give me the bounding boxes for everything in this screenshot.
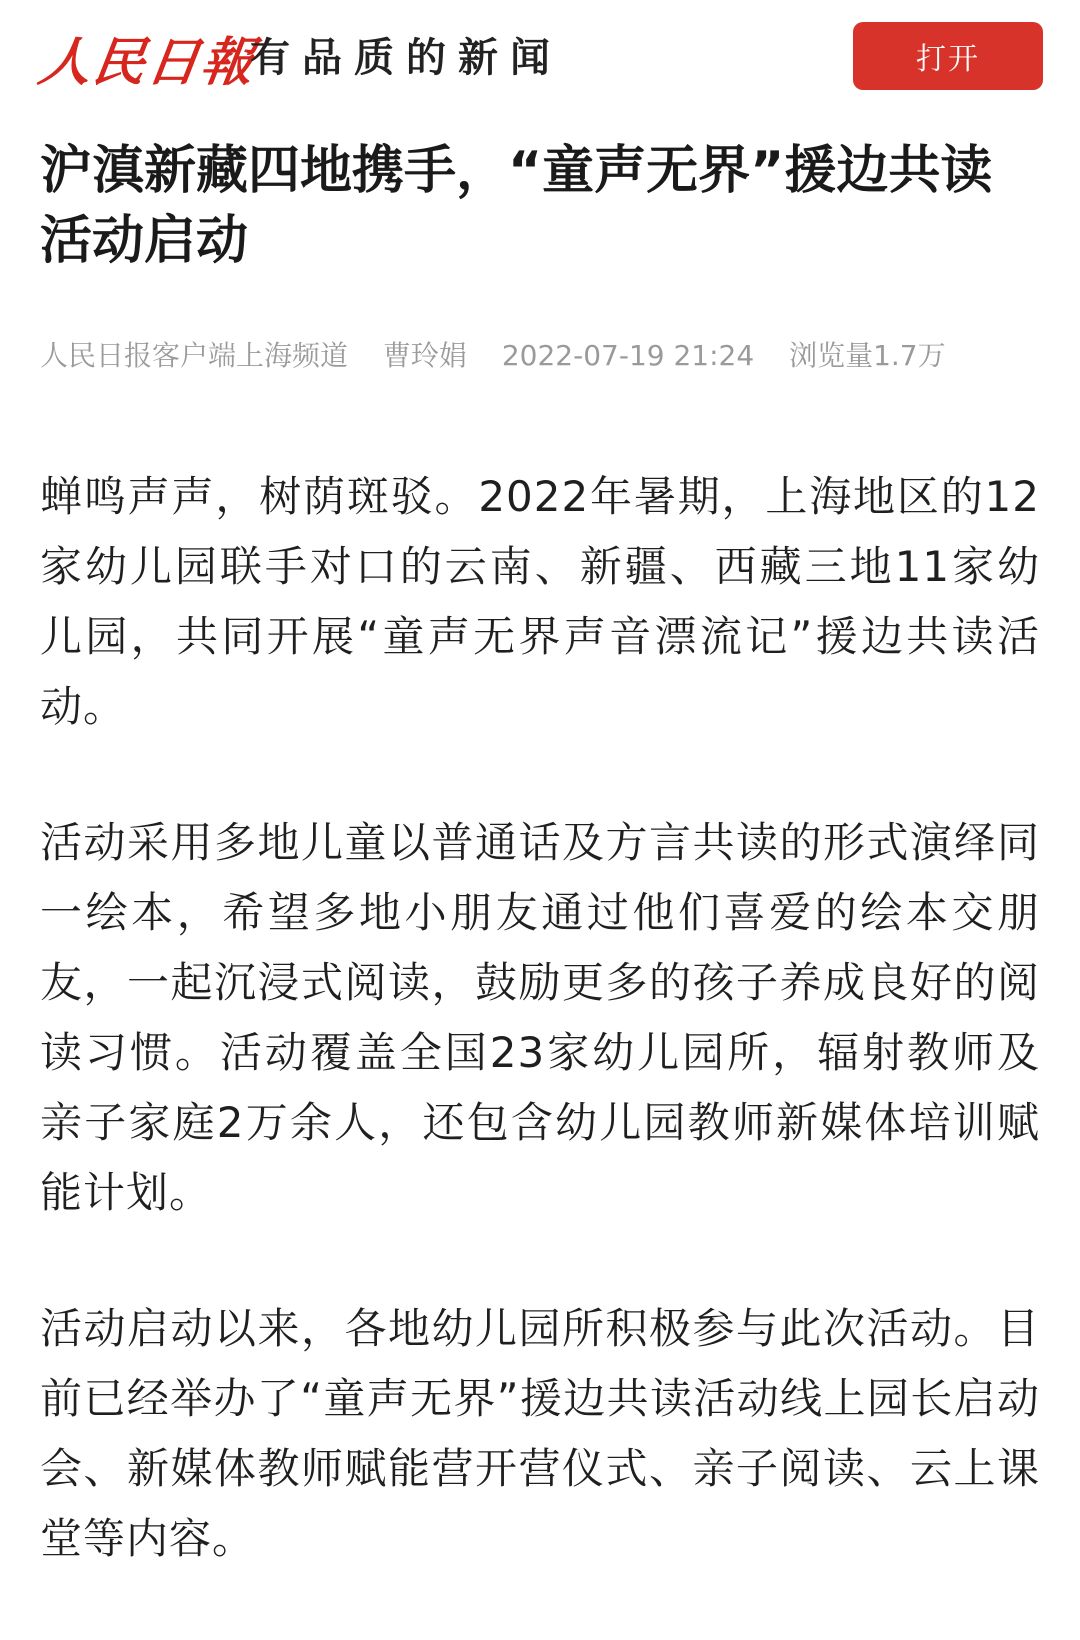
article-title: 沪滇新藏四地携手，“童声无界”援边共读活动启动 <box>40 141 993 271</box>
open-app-button[interactable]: 打开 <box>853 22 1043 90</box>
top-banner <box>0 0 1080 120</box>
slogan-text: 有品质的新闻 <box>250 34 562 81</box>
article-source: 人民日报客户端上海频道 <box>40 339 349 372</box>
article-views: 浏览量1.7万 <box>789 339 946 372</box>
article-body <box>40 462 1040 1640</box>
article-author: 曹玲娟 <box>382 339 467 372</box>
people-daily-logo: 人民日報 <box>35 31 260 93</box>
article-paragraph: 活动启动以来，各地幼儿园所积极参与此次活动。目前已经举办了“童声无界”援边共读活动线上园长启动会、新媒体教师赋能营开营仪式、亲子阅读、云上课堂等内容。 <box>40 1304 1040 1563</box>
article-datetime: 2022-07-19 21:24 <box>501 339 755 372</box>
article-paragraph: 活动采用多地儿童以普通话及方言共读的形式演绎同一绘本，希望多地小朋友通过他们喜爱的绘本交朋友，一起沉浸式阅读，鼓励更多的孩子养成良好的阅读习惯。活动覆盖全国23家幼儿园所，辐射教师及亲子家庭2万余人，还包含幼儿园教师新媒体培训赋能计划。 <box>40 818 1040 1217</box>
article-meta <box>40 334 1050 378</box>
article-paragraph: 蝉鸣声声，树荫斑驳。2022年暑期，上海地区的12家幼儿园联手对口的云南、新疆、西藏三地11家幼儿园，共同开展“童声无界声音漂流记”援边共读活动。 <box>40 472 1040 731</box>
